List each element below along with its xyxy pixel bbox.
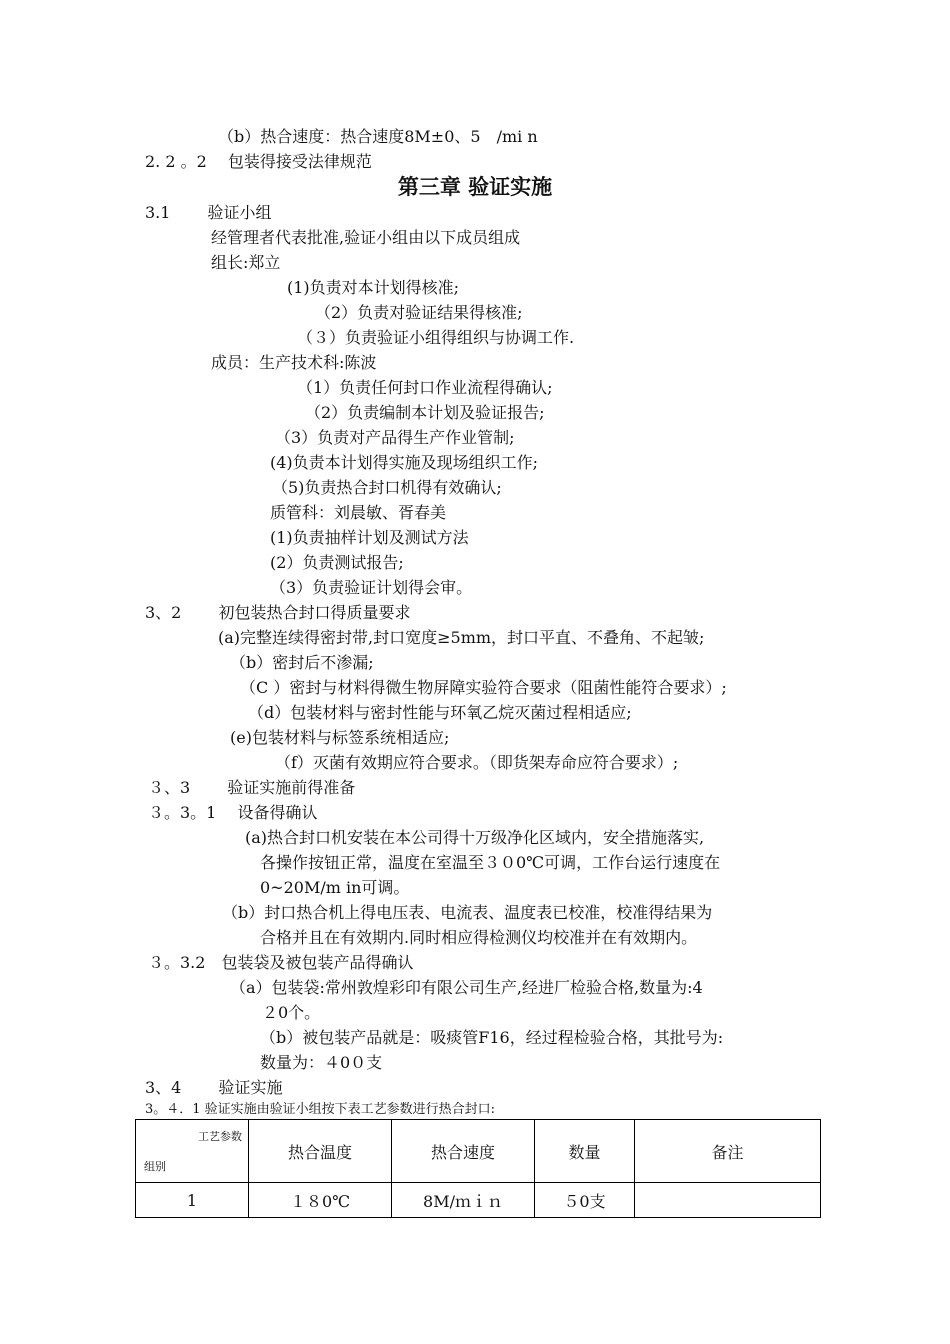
line-l21: （b）密封后不渗漏; (230, 653, 374, 672)
cell-group: 1 (136, 1183, 249, 1218)
line-l18: （3）负责验证计划得会审。 (270, 578, 473, 597)
line-l29: 各操作按钮正常，温度在室温至３０0℃可调，工作台运行速度在 (260, 853, 721, 872)
cell-speed: 8M/ｍｉｎ (392, 1183, 535, 1218)
line-l25: （f）灭菌有效期应符合要求。（即货架寿命应符合要求）; (275, 753, 679, 772)
line-l20: (a)完整连续得密封带,封口宽度≥5mm，封口平直、不叠角、不起皱; (218, 628, 705, 647)
line-l15: 质管科：刘晨敏、胥春美 (270, 503, 447, 522)
line-l12: （3）负责对产品得生产作业管制; (275, 428, 515, 447)
line-l03: 3.1 验证小组 (145, 203, 272, 222)
line-l35: ２0个。 (262, 1003, 321, 1022)
cell-quantity: ５0支 (535, 1183, 635, 1218)
line-l38: 3、4 验证实施 (145, 1078, 283, 1097)
line-l10: （1）负责任何封口作业流程得确认; (297, 378, 553, 397)
line-l23: （d）包装材料与密封性能与环氧乙烷灭菌过程相适应; (248, 703, 632, 722)
line-l02: 2. 2 。2 包装得接受法律规范 (145, 152, 372, 171)
table-row (136, 1183, 821, 1218)
line-l28: (a)热合封口机安装在本公司得十万级净化区域内，安全措施落实, (245, 828, 705, 847)
header-quantity: 数量 (535, 1120, 635, 1183)
table-header-row (136, 1120, 821, 1183)
line-l19: 3、2 初包装热合封口得质量要求 (145, 603, 411, 622)
line-l07: （2）负责对验证结果得核准; (315, 303, 523, 322)
line-l01: （b）热合速度：热合速度8M±0、5 /mi n (218, 127, 538, 146)
corner-label-parameters: 工艺参数 (198, 1130, 242, 1143)
line-l06: (1)负责对本计划得核准; (287, 278, 460, 297)
cell-remarks (635, 1183, 821, 1218)
line-l13: (4)负责本计划得实施及现场组织工作; (270, 453, 539, 472)
line-l22: （C ）密封与材料得微生物屏障实验符合要求（阻菌性能符合要求）; (240, 678, 727, 697)
cell-temperature: １８0℃ (249, 1183, 392, 1218)
line-l08: （３）负责验证小组得组织与协调工作. (297, 328, 575, 347)
line-l32: 合格并且在有效期内.同时相应得检测仪均校准并在有效期内。 (260, 928, 698, 947)
chapter-title: 第三章 验证实施 (397, 175, 553, 199)
corner-label-group: 组别 (144, 1160, 166, 1173)
header-speed: 热合速度 (392, 1120, 535, 1183)
line-l24: (e)包装材料与标签系统相适应; (230, 728, 450, 747)
line-l16: (1)负责抽样计划及测试方法 (270, 528, 469, 547)
line-l04: 经管理者代表批准,验证小组由以下成员组成 (211, 228, 521, 247)
process-parameters-table (135, 1119, 821, 1218)
line-l27: ３。3。1 设备得确认 (148, 803, 318, 822)
line-l34: （a）包装袋:常州敦煌彩印有限公司生产,经进厂检验合格,数量为:4 (230, 978, 703, 997)
header-temperature: 热合温度 (249, 1120, 392, 1183)
line-l09: 成员：生产技术科:陈波 (211, 353, 377, 372)
line-l36: （b）被包装产品就是：吸痰管F16，经过程检验合格，其批号为: (260, 1028, 724, 1047)
table-caption: 3。４．1 验证实施由验证小组按下表工艺参数进行热合封口: (145, 1102, 496, 1117)
line-l30: 0~20M/m in可调。 (260, 878, 410, 897)
line-l33: ３。3.2 包装袋及被包装产品得确认 (148, 953, 414, 972)
header-remarks: 备注 (635, 1120, 821, 1183)
line-l17: (2）负责测试报告; (270, 553, 404, 572)
line-l31: （b）封口热合机上得电压表、电流表、温度表已校准，校准得结果为 (222, 903, 713, 922)
line-l11: （2）负责编制本计划及验证报告; (305, 403, 545, 422)
corner-header-cell (136, 1120, 249, 1183)
line-l05: 组长:郑立 (211, 253, 281, 272)
line-l37: 数量为：４0０支 (260, 1053, 383, 1072)
line-l26: ３、3 验证实施前得准备 (148, 778, 356, 797)
line-l14: （5)负责热合封口机得有效确认; (272, 478, 502, 497)
